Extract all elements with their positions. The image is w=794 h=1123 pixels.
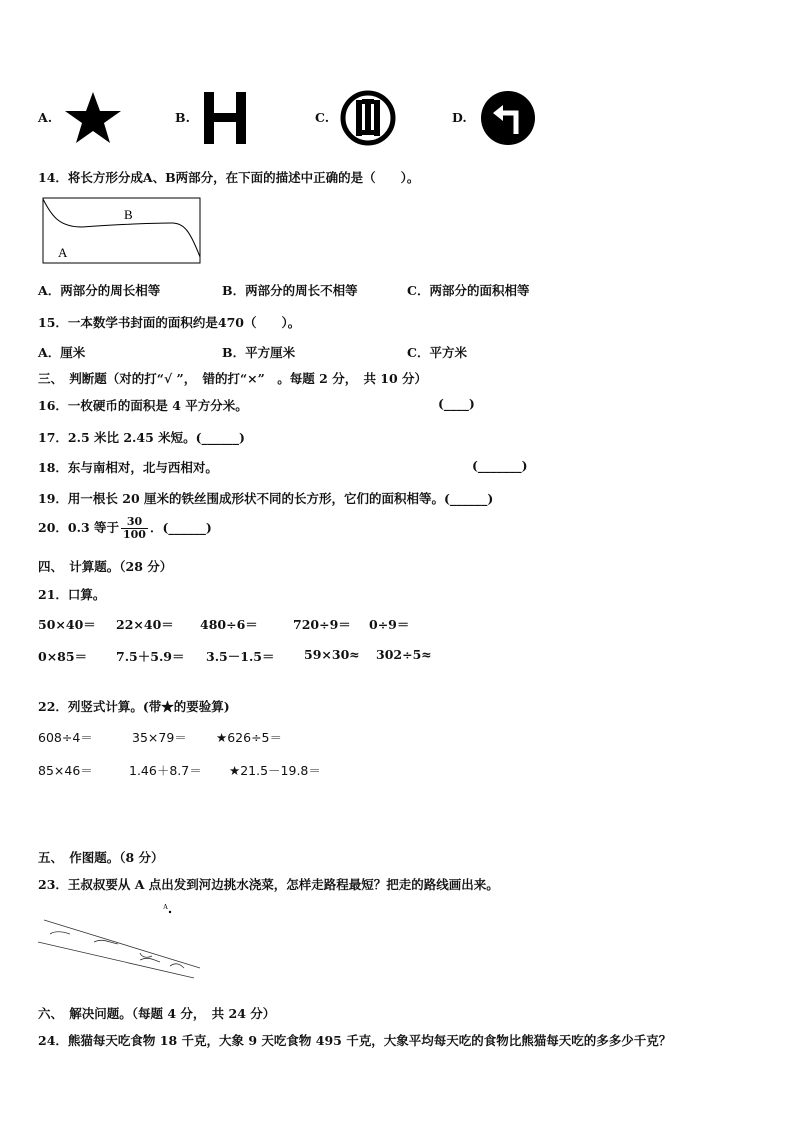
q22-row2-item: 85×46＝ <box>38 763 93 778</box>
q14-label-a: A <box>58 245 68 260</box>
q15-option-c: C．平方米 <box>407 345 467 360</box>
section-4-heading: 四、 计算题。（28 分） <box>38 559 173 574</box>
star-icon <box>62 90 124 146</box>
q14-rectangle-figure <box>42 197 202 265</box>
q21-row2-item: 302÷5≈ <box>376 647 432 662</box>
section-6-heading: 六、 解决问题。（每题 4 分， 共 24 分） <box>38 1006 276 1021</box>
q18-answer-blank[interactable]: (_______) <box>472 458 528 473</box>
q21-title: 21．口算。 <box>38 587 106 602</box>
q22-row1-item: ★626÷5＝ <box>216 730 282 745</box>
q14-option-a: A．两部分的周长相等 <box>38 283 161 298</box>
q14-option-c: C．两部分的面积相等 <box>407 283 530 298</box>
q19-text: 19．用一根长 20 厘米的铁丝围成形状不同的长方形，它们的面积相等。(______) <box>38 491 494 506</box>
q22-row1-item: 608÷4＝ <box>38 730 93 745</box>
letter-h-icon <box>202 92 248 144</box>
q13-option-b-label: B. <box>175 110 190 125</box>
bank-logo-icon <box>340 90 396 146</box>
q21-row1-item: 720÷9＝ <box>293 617 351 632</box>
q21-row2-item: 3.5－1.5＝ <box>206 649 275 664</box>
river-bank-top <box>44 920 200 968</box>
q16-answer-blank[interactable]: (____) <box>438 396 475 411</box>
q21-row1-item: 22×40＝ <box>116 617 174 632</box>
q20-suffix: ．(______) <box>149 520 212 535</box>
q21-row2-item: 7.5＋5.9＝ <box>116 649 185 664</box>
q13-option-c-label: C. <box>315 110 330 125</box>
q15-stem: 15．一本数学书封面的面积约是470（ ）。 <box>38 315 301 330</box>
q14-label-b: B <box>124 207 133 222</box>
q20-prefix: 20．0.3 等于 <box>38 520 119 535</box>
q22-row2-item: 1.46＋8.7＝ <box>129 763 202 778</box>
q20-fraction <box>121 516 148 541</box>
section-3-heading: 三、 判断题（对的打“√ ”， 错的打“×” 。每题 2 分， 共 10 分） <box>38 371 428 386</box>
q22-row2-item: ★21.5－19.8＝ <box>229 763 321 778</box>
q24-text: 24．熊猫每天吃食物 18 千克，大象 9 天吃食物 495 千克，大象平均每天吃的食物比熊猫每天吃的多多少千克？ <box>38 1033 672 1048</box>
q16-text: 16．一枚硬币的面积是 4 平方分米。 <box>38 398 248 413</box>
q15-option-a: A．厘米 <box>38 345 86 360</box>
q21-row1-item: 480÷6＝ <box>200 617 258 632</box>
q14-stem: 14．将长方形分成A、B两部分，在下面的描述中正确的是（ ）。 <box>38 170 420 185</box>
q21-row2-item: 0×85＝ <box>38 649 88 664</box>
q20-denominator: 100 <box>123 528 146 541</box>
q15-option-b: B．平方厘米 <box>222 345 296 360</box>
q22-title: 22．列竖式计算。(带★的要验算) <box>38 699 230 714</box>
q23-river-figure <box>36 898 206 980</box>
q21-row1-item: 0÷9＝ <box>369 617 410 632</box>
section-5-heading: 五、 作图题。（8 分） <box>38 850 164 865</box>
q23-point-label: A <box>163 903 169 911</box>
q14-option-b: B．两部分的周长不相等 <box>222 283 358 298</box>
q23-text: 23．王叔叔要从 A 点出发到河边挑水浇菜，怎样走路程最短？把走的路线画出来。 <box>38 877 499 892</box>
q17-text: 17．2.5 米比 2.45 米短。(______) <box>38 430 245 445</box>
q13-option-d-label: D. <box>452 110 467 125</box>
q20-line <box>38 516 212 541</box>
river-bank-bottom <box>38 942 194 978</box>
q13-option-a-label: A. <box>38 110 53 125</box>
q21-row1-item: 50×40＝ <box>38 617 96 632</box>
q18-text: 18．东与南相对，北与西相对。 <box>38 460 218 475</box>
turn-left-sign-icon <box>480 90 536 146</box>
q23-point-a <box>169 911 171 913</box>
q22-row1-item: 35×79＝ <box>132 730 187 745</box>
q20-numerator: 30 <box>121 516 148 529</box>
q21-row2-item: 59×30≈ <box>304 647 360 662</box>
